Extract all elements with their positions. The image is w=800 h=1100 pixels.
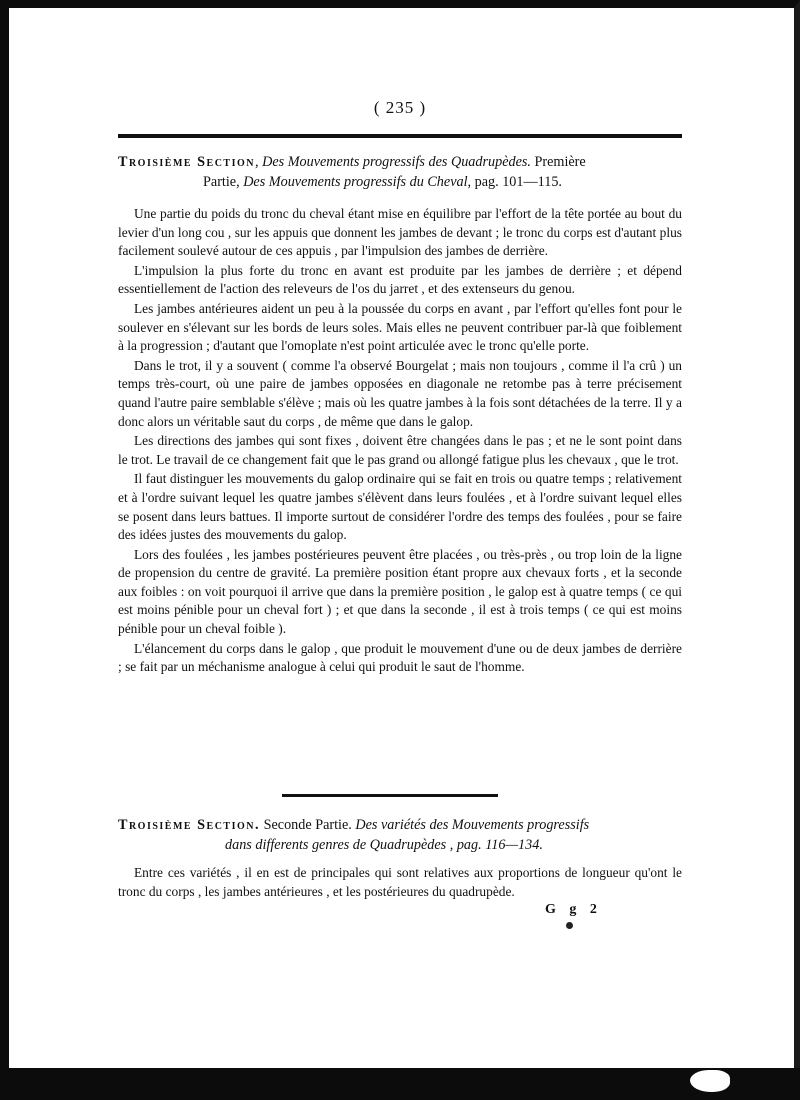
separator: , (254, 154, 263, 170)
paragraph: Dans le trot, il y a souvent ( comme l'a observé Bourgelat ; mais non toujours , comme il l'a crû ) un temps très-court, où une paire de jambes opposées en diagonale ne retombe pas à terre précisement quand l'autre paire semblable s'élève ; mais où les quatre jambes à la fois sont détachées de la terre. Il y a donc alors un véritable saut du corps , de même que dans le galop. (118, 357, 682, 429)
section-subtitle: dans differents genres de Quadrupèdes (225, 837, 447, 853)
section-heading-line2 (118, 835, 682, 855)
section-title: Des variétés des Mouvements progressifs (355, 817, 590, 833)
paragraph: Une partie du poids du tronc du cheval étant mise en équilibre par l'effort de la tête portée au bout du levier d'un long cou , sur les appuis que donnent les jambes de devant ; le tronc du corps est d'autant plus facilement soulevé autour de ces appuis , par l'impulsion des jambes de derrière. (118, 206, 682, 259)
section-divider-rule (282, 794, 498, 797)
paragraph: Il faut distinguer les mouvements du galop ordinaire qui se fait en trois ou quatre temps ; relativement et à l'ordre suivant lequel les quatre jambes s'élèvent dans leurs foulées , et à l'ordre suivant lequel elles se posent dans leurs battues. Il importe surtout de considérer l'ordre des temps des foulées , pour se faire des idées justes des mouvements du galop. (118, 471, 682, 543)
section-2-body (118, 864, 682, 902)
paragraph: Les directions des jambes qui sont fixes , doivent être changées dans le pas ; et ne le sont point dans le trot. Le travail de ce changement fait que le pas grand ou allongé fatigue plus les chevaux , que le trot. (118, 433, 682, 467)
section-part-cont: Partie (203, 174, 237, 190)
section-title: Des Mouvements progressifs des Quadrupèdes. (262, 154, 531, 170)
ink-smudge (566, 922, 573, 929)
section-heading-line2 (118, 172, 682, 192)
section-heading-1 (118, 152, 682, 192)
header-rule (118, 134, 682, 138)
section-part: Seconde Partie. (260, 817, 356, 833)
section-label: Troisième Section (118, 154, 255, 170)
section-part: Première (530, 154, 586, 170)
section-1-body (118, 205, 682, 678)
scan-bottom-edge (0, 1068, 800, 1100)
section-label: Troisième Section. (118, 817, 261, 833)
signature-mark: G g 2 (545, 902, 602, 917)
paragraph: Les jambes antérieures aident un peu à la poussée du corps en avant , par l'effort qu'elles font pour le soulever en s'élevant sur les bords de leurs soles. Mais elles ne peuvent contribuer par-là que foiblement à la progression ; d'autant que l'omoplate n'est point articulée avec le tronc qu'elle porte. (118, 300, 682, 354)
paragraph: L'impulsion la plus forte du tronc en avant est produite par les jambes de derrière ; et dépend essentiellement de l'action des releveurs de l'os du jarret , et des extenseurs du genou. (118, 262, 682, 297)
paragraph: L'élancement du corps dans le galop , que produit le mouvement d'une ou de deux jambes de derrière ; se fait par un méchanisme analogue à celui qui produit le saut de l'homme. (118, 640, 682, 675)
paragraph: Entre ces variétés , il en est de principales qui sont relatives aux proportions de longueur qu'ont le tronc du corps , les jambes antérieures , et les postérieures du quadrupède. (118, 865, 682, 899)
section-pages: , pag. 116—134. (446, 837, 543, 853)
section-heading-2 (118, 815, 682, 855)
page-number: ( 235 ) (373, 98, 427, 117)
separator: , (236, 174, 244, 190)
scan-blot (690, 1070, 730, 1092)
section-pages: , pag. 101—115. (467, 174, 562, 190)
section-subtitle: Des Mouvements progressifs du Cheval (243, 174, 468, 190)
paragraph: Lors des foulées , les jambes postérieures peuvent être placées , ou très-près , ou trop loin de la ligne de propension du centre de gravité. La première position étant propre aux chevaux forts , et la seconde aux foibles : on voit pourquoi il arrive que dans la première position , le galop est à quatre temps ( ce qui est moins pénible pour un cheval fort ) ; et que dans la seconde , il est à trois temps ( ce qui est moins pénible pour un cheval foible ). (118, 546, 682, 637)
